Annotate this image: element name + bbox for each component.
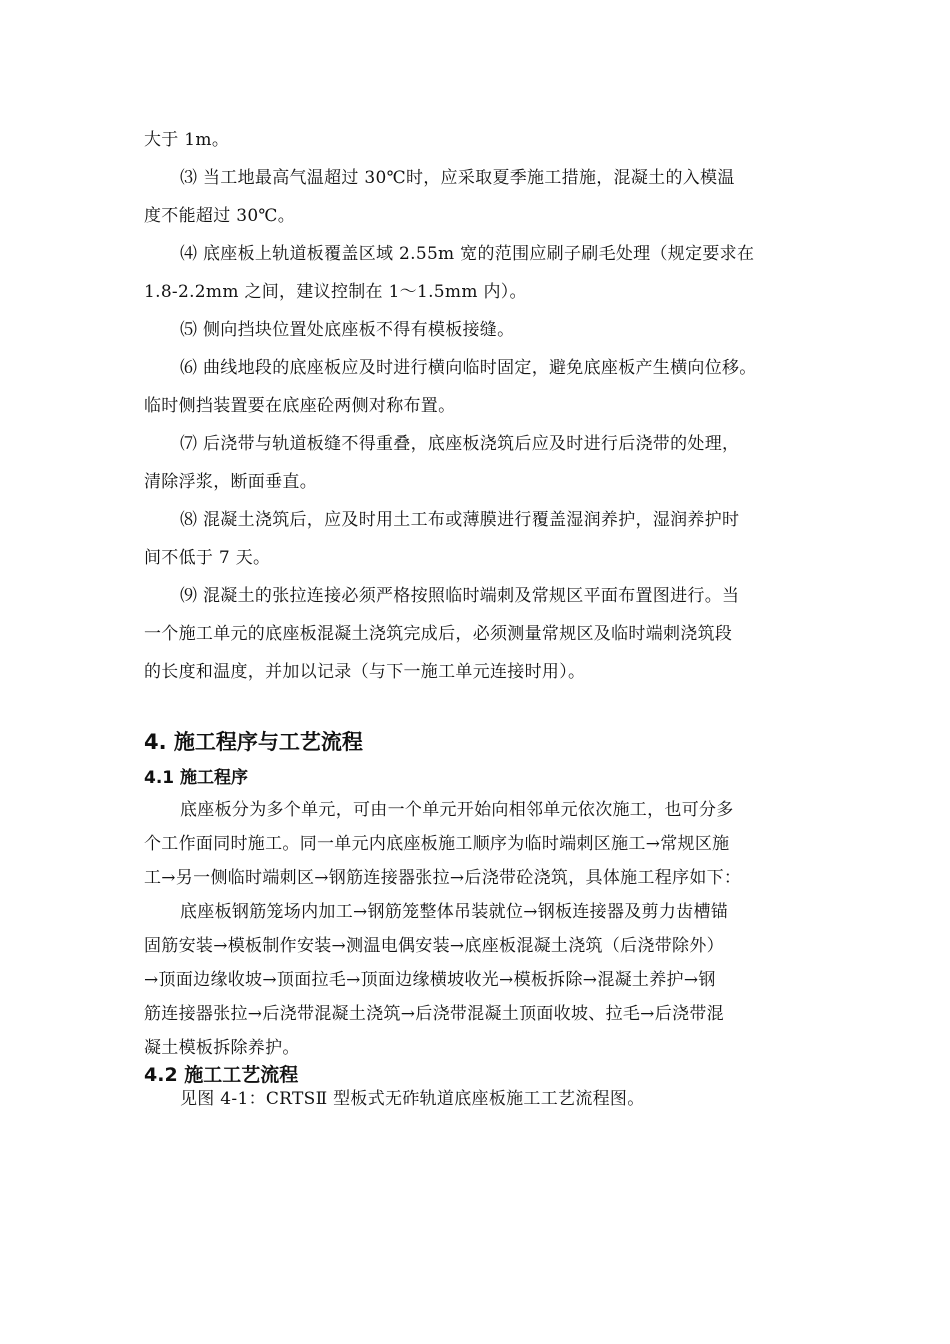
text-line: 个工作面同时施工。同一单元内底座板施工顺序为临时端刺区施工→常规区施 xyxy=(144,834,730,854)
text-line: ⑼ 混凝土的张拉连接必须严格按照临时端刺及常规区平面布置图进行。当 xyxy=(180,586,740,606)
text-line: ⑸ 侧向挡块位置处底座板不得有模板接缝。 xyxy=(180,320,515,340)
text-line: 工→另一侧临时端刺区→钢筋连接器张拉→后浇带砼浇筑，具体施工程序如下： xyxy=(144,868,742,888)
text-line: 临时侧挡装置要在底座砼两侧对称布置。 xyxy=(144,396,456,416)
text-line: 度不能超过 30℃。 xyxy=(144,206,296,226)
text-line: 1.8-2.2mm 之间，建议控制在 1～1.5mm 内）。 xyxy=(144,282,527,302)
text-line: ⑹ 曲线地段的底座板应及时进行横向临时固定，避免底座板产生横向位移。 xyxy=(180,358,757,378)
text-line: 固筋安装→模板制作安装→测温电偶安装→底座板混凝土浇筑（后浇带除外） xyxy=(144,936,724,956)
text-line: ⑶ 当工地最高气温超过 30℃时，应采取夏季施工措施，混凝土的入模温 xyxy=(180,168,735,188)
text-line: 见图 4-1：CRTSⅡ 型板式无砟轨道底座板施工工艺流程图。 xyxy=(180,1089,645,1109)
text-line: 底座板分为多个单元，可由一个单元开始向相邻单元依次施工，也可分多 xyxy=(180,800,734,820)
text-line: ⑷ 底座板上轨道板覆盖区域 2.55m 宽的范围应刷子刷毛处理（规定要求在 xyxy=(180,244,755,264)
text-line: 大于 1m。 xyxy=(144,130,230,150)
subsection-heading: 4.2 施工工艺流程 xyxy=(144,1064,299,1086)
text-line: 一个施工单元的底座板混凝土浇筑完成后，必须测量常规区及临时端刺浇筑段 xyxy=(144,624,733,644)
text-line: 间不低于 7 天。 xyxy=(144,548,271,568)
text-line: 底座板钢筋笼场内加工→钢筋笼整体吊装就位→钢板连接器及剪力齿槽锚 xyxy=(180,902,729,922)
text-line: ⑻ 混凝土浇筑后，应及时用土工布或薄膜进行覆盖湿润养护，湿润养护时 xyxy=(180,510,740,530)
text-line: 筋连接器张拉→后浇带混凝土浇筑→后浇带混凝土顶面收坡、拉毛→后浇带混 xyxy=(144,1004,724,1024)
text-line: 清除浮浆，断面垂直。 xyxy=(144,472,317,492)
text-line: 的长度和温度，并加以记录（与下一施工单元连接时用）。 xyxy=(144,662,586,682)
text-line: 凝土模板拆除养护。 xyxy=(144,1038,300,1058)
text-line: ⑺ 后浇带与轨道板缝不得重叠，底座板浇筑后应及时进行后浇带的处理， xyxy=(180,434,740,454)
section-heading: 4. 施工程序与工艺流程 xyxy=(144,730,363,754)
text-line: →顶面边缘收坡→顶面拉毛→顶面边缘横坡收光→模板拆除→混凝土养护→钢 xyxy=(144,970,716,990)
subsection-heading: 4.1 施工程序 xyxy=(144,768,249,788)
